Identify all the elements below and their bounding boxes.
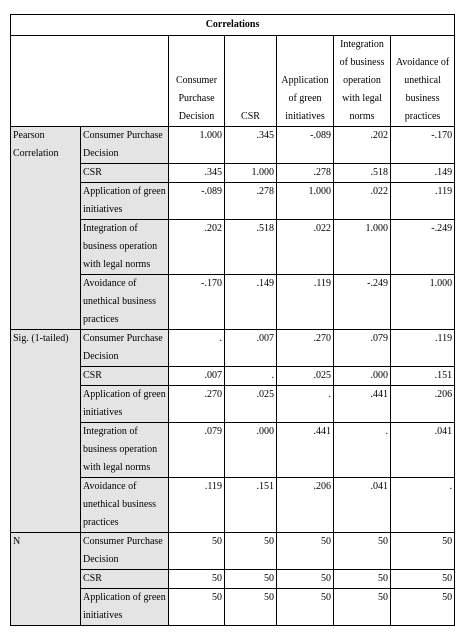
correlations-table-container <box>10 14 454 626</box>
value-cell: .518 <box>334 164 391 183</box>
row-label: Consumer Purchase Decision <box>81 127 169 164</box>
value-cell: .441 <box>277 423 334 478</box>
value-cell: .119 <box>391 183 455 220</box>
value-cell: 1.000 <box>391 275 455 330</box>
table-row <box>11 330 455 367</box>
value-cell: .202 <box>169 220 225 275</box>
value-cell: -.249 <box>334 275 391 330</box>
value-cell: .119 <box>391 330 455 367</box>
value-cell: 1.000 <box>225 164 277 183</box>
row-label: CSR <box>81 367 169 386</box>
value-cell: 1.000 <box>277 183 334 220</box>
value-cell: 50 <box>169 589 225 626</box>
value-cell: . <box>277 386 334 423</box>
value-cell: 50 <box>225 570 277 589</box>
value-cell: .022 <box>334 183 391 220</box>
value-cell: -.089 <box>277 127 334 164</box>
value-cell: .025 <box>277 367 334 386</box>
value-cell: .007 <box>169 367 225 386</box>
table-row <box>11 533 455 570</box>
group-label: Pearson Correlation <box>11 127 81 330</box>
value-cell: 50 <box>225 589 277 626</box>
value-cell: .206 <box>391 386 455 423</box>
row-label: Integration of business operation with legal norms <box>81 220 169 275</box>
value-cell: -.170 <box>169 275 225 330</box>
table-row <box>11 127 455 164</box>
row-label: Application of green initiatives <box>81 589 169 626</box>
value-cell: . <box>391 478 455 533</box>
row-label: Avoidance of unethical business practices <box>81 275 169 330</box>
value-cell: . <box>225 367 277 386</box>
row-label: CSR <box>81 164 169 183</box>
value-cell: .345 <box>169 164 225 183</box>
column-header-row <box>11 36 455 127</box>
value-cell: 50 <box>169 570 225 589</box>
value-cell: 1.000 <box>169 127 225 164</box>
value-cell: 50 <box>225 533 277 570</box>
value-cell: .079 <box>169 423 225 478</box>
value-cell: .278 <box>277 164 334 183</box>
value-cell: .270 <box>169 386 225 423</box>
row-label: Avoidance of unethical business practices <box>81 478 169 533</box>
value-cell: .000 <box>225 423 277 478</box>
row-label: Integration of business operation with legal norms <box>81 423 169 478</box>
column-header: CSR <box>225 36 277 127</box>
value-cell: .000 <box>334 367 391 386</box>
value-cell: .151 <box>391 367 455 386</box>
value-cell: .278 <box>225 183 277 220</box>
value-cell: .149 <box>391 164 455 183</box>
column-header: Application of green initiatives <box>277 36 334 127</box>
column-header: Avoidance of unethical business practices <box>391 36 455 127</box>
value-cell: 50 <box>334 589 391 626</box>
value-cell: .079 <box>334 330 391 367</box>
value-cell: .022 <box>277 220 334 275</box>
value-cell: . <box>334 423 391 478</box>
value-cell: 50 <box>277 570 334 589</box>
value-cell: 50 <box>169 533 225 570</box>
header-corner <box>11 36 169 127</box>
value-cell: .345 <box>225 127 277 164</box>
value-cell: . <box>169 330 225 367</box>
column-header: Integration of business operation with legal norms <box>334 36 391 127</box>
value-cell: .041 <box>334 478 391 533</box>
value-cell: .151 <box>225 478 277 533</box>
correlations-table <box>10 14 455 626</box>
value-cell: .007 <box>225 330 277 367</box>
value-cell: 50 <box>391 589 455 626</box>
group-label: Sig. (1-tailed) <box>11 330 81 533</box>
value-cell: -.249 <box>391 220 455 275</box>
value-cell: 1.000 <box>334 220 391 275</box>
value-cell: 50 <box>277 589 334 626</box>
value-cell: 50 <box>334 533 391 570</box>
value-cell: .149 <box>225 275 277 330</box>
value-cell: 50 <box>391 570 455 589</box>
value-cell: 50 <box>334 570 391 589</box>
value-cell: 50 <box>391 533 455 570</box>
value-cell: .441 <box>334 386 391 423</box>
value-cell: .119 <box>169 478 225 533</box>
value-cell: -.170 <box>391 127 455 164</box>
value-cell: .041 <box>391 423 455 478</box>
value-cell: .518 <box>225 220 277 275</box>
row-label: Consumer Purchase Decision <box>81 533 169 570</box>
group-label: N <box>11 533 81 626</box>
row-label: Application of green initiatives <box>81 183 169 220</box>
value-cell: .025 <box>225 386 277 423</box>
table-title: Correlations <box>11 15 455 36</box>
value-cell: .206 <box>277 478 334 533</box>
value-cell: .270 <box>277 330 334 367</box>
value-cell: .202 <box>334 127 391 164</box>
row-label: Application of green initiatives <box>81 386 169 423</box>
value-cell: 50 <box>277 533 334 570</box>
row-label: Consumer Purchase Decision <box>81 330 169 367</box>
row-label: CSR <box>81 570 169 589</box>
column-header: Consumer Purchase Decision <box>169 36 225 127</box>
value-cell: -.089 <box>169 183 225 220</box>
value-cell: .119 <box>277 275 334 330</box>
